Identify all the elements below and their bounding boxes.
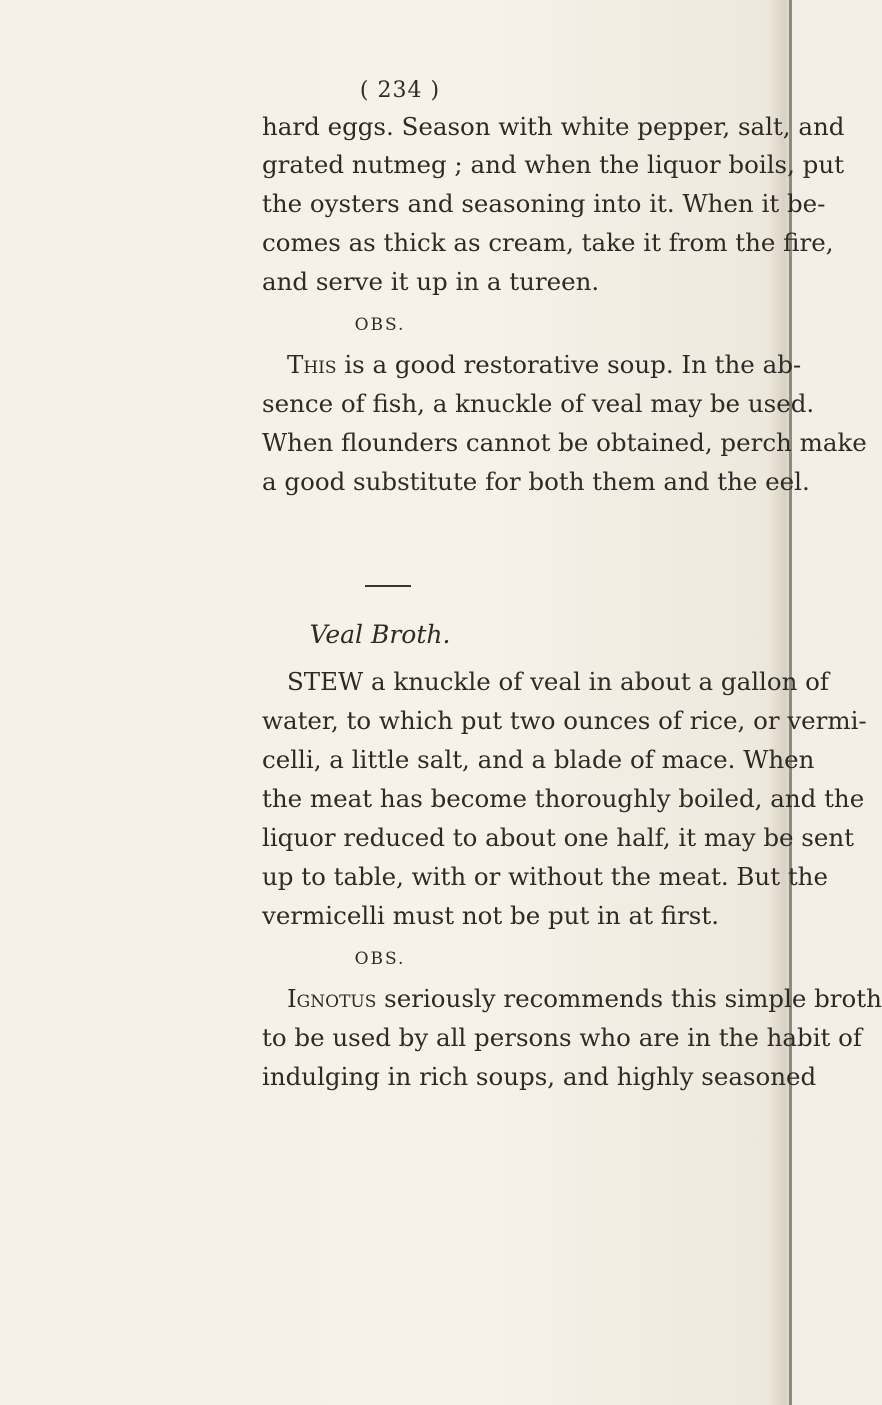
obs-heading-2: OBS.: [354, 949, 406, 969]
recipe-title: Veal Broth.: [309, 620, 451, 649]
obs1-line-1-rest: is a good restorative soup. In the ab-: [336, 350, 802, 379]
recipe-line-1: [287, 667, 829, 697]
recipe-line-3: celli, a little salt, and a blade of mace. When: [262, 745, 815, 774]
text-line-3: the oysters and seasoning into it. When it be-: [262, 189, 826, 218]
obs1-line-2: sence of fish, a knuckle of veal may be used.: [262, 389, 815, 418]
recipe-first-word: STEW: [287, 667, 364, 696]
recipe-line-6: up to table, with or without the meat. But the: [262, 862, 828, 891]
obs-heading-1: OBS.: [354, 315, 406, 335]
obs1-line-3: When flounders cannot be obtained, perch make: [262, 428, 867, 457]
recipe-line-2: water, to which put two ounces of rice, or vermi-: [262, 706, 867, 735]
obs2-first-word: Ignotus: [287, 984, 377, 1013]
section-rule: [365, 585, 411, 587]
obs1-line-4: a good substitute for both them and the eel.: [262, 467, 810, 496]
obs2-line-2: to be used by all persons who are in the habit of: [262, 1023, 862, 1052]
text-line-2: grated nutmeg ; and when the liquor boils, put: [262, 150, 844, 179]
obs2-line-1: [287, 984, 882, 1014]
text-line-5: and serve it up in a tureen.: [262, 267, 600, 296]
page-number: ( 234 ): [359, 78, 441, 103]
text-line-1: hard eggs. Season with white pepper, salt, and: [262, 112, 845, 141]
recipe-line-5: liquor reduced to about one half, it may be sent: [262, 823, 854, 852]
obs2-line-3: indulging in rich soups, and highly seasoned: [262, 1062, 817, 1091]
obs1-first-word: This: [287, 350, 337, 379]
text-line-4: comes as thick as cream, take it from the fire,: [262, 228, 834, 257]
recipe-line-7: vermicelli must not be put in at first.: [262, 901, 719, 930]
obs2-line-1-rest: seriously recommends this simple broth: [376, 984, 882, 1013]
recipe-line-4: the meat has become thoroughly boiled, and the: [262, 784, 865, 813]
recipe-line-1-rest: a knuckle of veal in about a gallon of: [363, 667, 830, 696]
obs1-line-1: [287, 350, 801, 380]
